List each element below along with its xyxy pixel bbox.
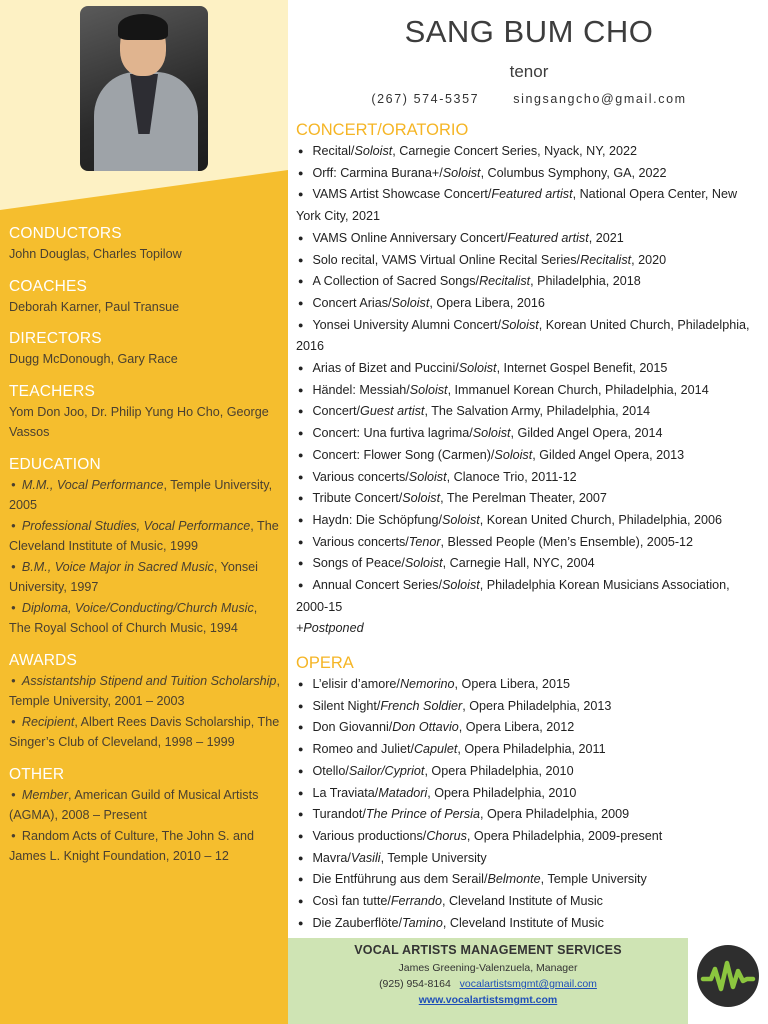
- contact-line: [290, 92, 768, 106]
- bullet: ●: [298, 428, 304, 439]
- bullet: ●: [298, 722, 304, 733]
- bullet: ●: [298, 493, 304, 504]
- opera-item: ● Silent Night/French Soldier, Opera Philadelphia, 2013: [298, 698, 612, 713]
- concert-section: [296, 119, 758, 640]
- bullet: ●: [298, 276, 304, 287]
- profile-photo: [80, 6, 208, 171]
- concert-item: ● Recital/Soloist, Carnegie Concert Series, Nyack, NY, 2022: [298, 144, 638, 158]
- sidebar: [0, 0, 288, 1024]
- opera-item: ● Various productions/Chorus, Opera Philadelphia, 2009-present: [298, 828, 663, 843]
- footer-website: [288, 994, 688, 1006]
- opera-item: ● Don Giovanni/Don Ottavio, Opera Libera, 2012: [298, 720, 575, 735]
- postponed-note: +Postponed: [296, 621, 364, 636]
- concert-heading: CONCERT/ORATORIO: [296, 121, 469, 139]
- bullet: ●: [298, 146, 304, 156]
- bullet: ●: [298, 558, 304, 569]
- education-heading: EDUCATION: [9, 455, 101, 473]
- concert-item: ● Various concerts/Tenor, Blessed People (Men’s Ensemble), 2005-12: [298, 534, 694, 549]
- bullet: ●: [298, 679, 304, 689]
- concert-item: ● Concert/Guest artist, The Salvation Army, Philadelphia, 2014: [298, 404, 651, 419]
- opera-item: ● La Traviata/Matadori, Opera Philadelphia, 2010: [298, 785, 577, 800]
- opera-item: ● Romeo and Juliet/Capulet, Opera Philadelphia, 2011: [298, 742, 606, 757]
- bullet: ●: [298, 297, 304, 308]
- bullet: ●: [298, 471, 304, 482]
- concert-item: ● Concert Arias/Soloist, Opera Libera, 2016: [298, 295, 545, 310]
- opera-section: [296, 652, 758, 934]
- concert-item: ● Arias of Bizet and Puccini/Soloist, Internet Gospel Benefit, 2015: [298, 361, 668, 376]
- artist-name: SANG BUM CHO: [404, 14, 654, 49]
- awards-heading: AWARDS: [9, 651, 78, 669]
- opera-item: ● Così fan tutte/Ferrando, Cleveland Institute of Music: [298, 894, 603, 909]
- bullet: ●: [298, 787, 304, 798]
- opera-item: ● Turandot/The Prince of Persia, Opera Philadelphia, 2009: [298, 807, 630, 822]
- bullet: ●: [298, 744, 304, 755]
- bullet: ●: [298, 254, 304, 265]
- bullet: ●: [298, 384, 304, 395]
- concert-item: ● Songs of Peace/Soloist, Carnegie Hall, NYC, 2004: [298, 556, 595, 571]
- bullet: ●: [298, 167, 304, 178]
- bullet: ●: [298, 319, 304, 330]
- footer-email-link[interactable]: vocalartistsmgmt@gmail.com: [459, 978, 597, 990]
- other-item: ● Random Acts of Culture, The John S. and James L. Knight Foundation, 2010 – 12: [9, 828, 255, 863]
- education-item: ● B.M., Voice Major in Sacred Music, Yonsei University, 1997: [9, 559, 258, 594]
- concert-item: ● Haydn: Die Schöpfung/Soloist, Korean United Church, Philadelphia, 2006: [298, 512, 723, 527]
- bullet: ●: [298, 809, 304, 820]
- bullet: ●: [298, 189, 304, 200]
- opera-item: ● Otello/Sailor/Cypriot, Opera Philadelphia, 2010: [298, 763, 574, 778]
- bullet: ●: [298, 830, 304, 841]
- concert-item: ● Tribute Concert/Soloist, The Perelman Theater, 2007: [298, 491, 607, 506]
- other-item: ● Member, American Guild of Musical Artists (AGMA), 2008 – Present: [9, 787, 259, 822]
- coaches-heading: COACHES: [9, 277, 88, 295]
- opera-item: ● Mavra/Vasili, Temple University: [298, 850, 487, 865]
- teachers-heading: TEACHERS: [9, 382, 96, 400]
- bullet: ●: [298, 852, 304, 863]
- bullet: ●: [298, 580, 304, 591]
- footer-phone: (925) 954-8164: [379, 978, 451, 990]
- conductors-heading: CONDUCTORS: [9, 225, 122, 242]
- bullet: ●: [298, 449, 304, 460]
- opera-item: ● Die Entführung aus dem Serail/Belmonte, Temple University: [298, 872, 647, 887]
- education-item: ● Professional Studies, Vocal Performance, The Cleveland Institute of Music, 1999: [9, 518, 279, 553]
- concert-item: ● A Collection of Sacred Songs/Recitalist, Philadelphia, 2018: [298, 274, 641, 289]
- website-link[interactable]: www.vocalartistsmgmt.com: [418, 994, 558, 1006]
- concert-item: ● Orff: Carmina Burana+/Soloist, Columbus Symphony, GA, 2022: [298, 165, 667, 180]
- directors-text: Dugg McDonough, Gary Race: [9, 352, 178, 366]
- sidebar-sections: [9, 224, 281, 867]
- education-item: ● M.M., Vocal Performance, Temple University, 2005: [9, 477, 273, 512]
- email-address[interactable]: singsangcho@gmail.com: [513, 92, 687, 106]
- awards-item: ● Assistantship Stipend and Tuition Scholarship, Temple University, 2001 – 2003: [9, 673, 280, 708]
- coaches-text: Deborah Karner, Paul Transue: [9, 299, 180, 314]
- phone-number: (267) 574-5357: [371, 92, 480, 106]
- concert-item: ● Händel: Messiah/Soloist, Immanuel Korean Church, Philadelphia, 2014: [298, 382, 709, 397]
- bullet: ●: [298, 700, 304, 711]
- bullet: ●: [298, 917, 304, 928]
- conductors-text: John Douglas, Charles Topilow: [9, 247, 182, 261]
- bullet: ●: [298, 514, 304, 525]
- concert-item: ● Various concerts/Soloist, Clanoce Trio, 2011-12: [298, 469, 577, 484]
- teachers-text: Yom Don Joo, Dr. Philip Yung Ho Cho, George Vassos: [9, 404, 269, 439]
- concert-item: ● VAMS Online Anniversary Concert/Featured artist, 2021: [298, 230, 624, 245]
- sound-wave-icon: [697, 945, 759, 1007]
- voice-type: tenor: [509, 62, 549, 81]
- opera-item: ● Die Zauberflöte/Tamino, Cleveland Institute of Music: [298, 915, 604, 930]
- manager-name: James Greening-Valenzuela, Manager: [398, 962, 578, 974]
- awards-item: ● Recipient, Albert Rees Davis Scholarship, The Singer’s Club of Cleveland, 1998 – 1999: [9, 714, 280, 749]
- bullet: ●: [298, 232, 304, 243]
- concert-item: ● Annual Concert Series/Soloist, Philadelphia Korean Musicians Association, 2000-15: [296, 578, 730, 614]
- concert-item: ● Yonsei University Alumni Concert/Soloist, Korean United Church, Philadelphia, 2016: [296, 317, 750, 354]
- opera-heading: OPERA: [296, 654, 354, 672]
- opera-list: [296, 674, 758, 934]
- agency-name: VOCAL ARTISTS MANAGEMENT SERVICES: [354, 943, 622, 957]
- bullet: ●: [298, 874, 304, 885]
- bullet: ●: [298, 765, 304, 776]
- opera-item: ● L’elisir d’amore/Nemorino, Opera Libera, 2015: [298, 677, 571, 691]
- concert-list: [296, 141, 758, 618]
- bullet: ●: [298, 896, 304, 907]
- bullet: ●: [298, 363, 304, 374]
- bullet: ●: [298, 536, 304, 547]
- concert-item: ● Concert: Flower Song (Carmen)/Soloist, Gilded Angel Opera, 2013: [298, 447, 685, 462]
- management-footer: [288, 938, 688, 1024]
- directors-heading: DIRECTORS: [9, 330, 102, 347]
- concert-item: ● Solo recital, VAMS Virtual Online Recital Series/Recitalist, 2020: [298, 252, 667, 267]
- footer-contact: [288, 978, 688, 990]
- vams-logo: [697, 945, 759, 1007]
- education-item: ● Diploma, Voice/Conducting/Church Music, The Royal School of Church Music, 1994: [9, 600, 258, 635]
- concert-item: ● VAMS Artist Showcase Concert/Featured artist, National Opera Center, New York City, 2021: [296, 187, 738, 224]
- bullet: ●: [298, 406, 304, 417]
- other-heading: OTHER: [9, 765, 65, 783]
- concert-item: ● Concert: Una furtiva lagrima/Soloist, Gilded Angel Opera, 2014: [298, 426, 663, 441]
- logo-area: [688, 938, 768, 1024]
